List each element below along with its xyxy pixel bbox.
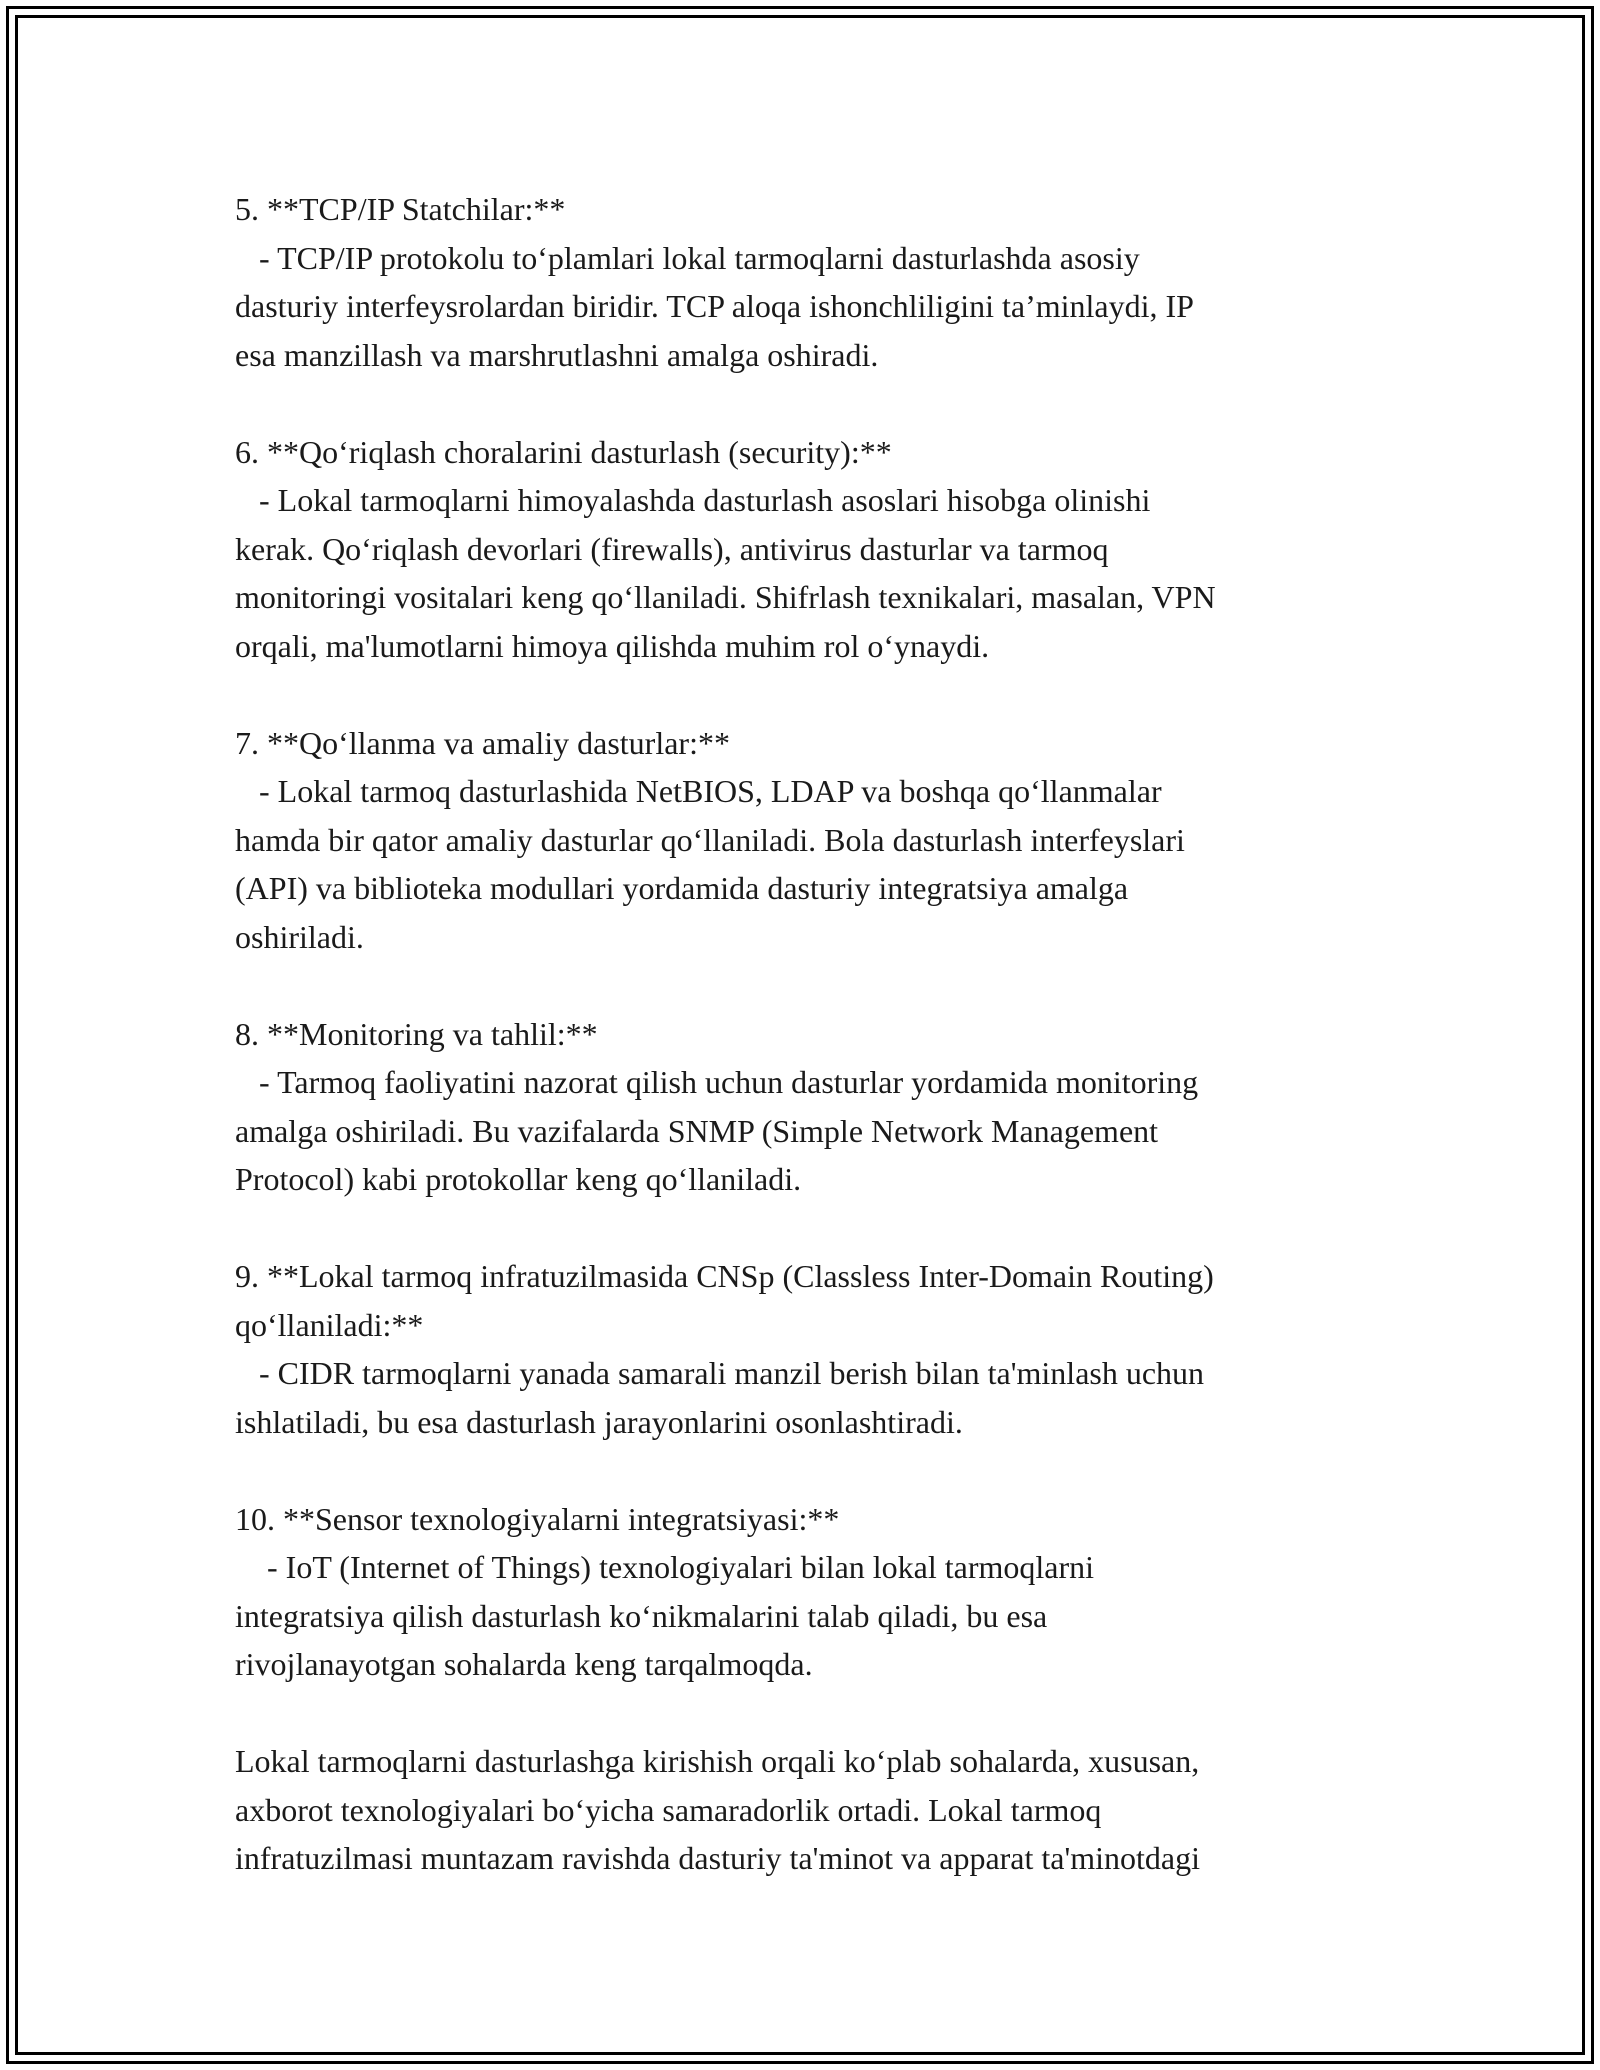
section-9 xyxy=(235,1252,1395,1446)
paragraph-line: ishlatiladi, bu esa dasturlash jarayonlarini osonlashtiradi. xyxy=(235,1403,963,1440)
paragraph-line: dasturiy interfeysrolardan biridir. TCP aloqa ishonchliligini ta’minlaydi, IP xyxy=(235,288,1194,324)
paragraph-line: monitoringi vositalari keng qo‘llaniladi. Shifrlash texnikalari, masalan, VPN xyxy=(235,579,1216,615)
section-8 xyxy=(235,1010,1395,1204)
paragraph-line: Protocol) kabi protokollar keng qo‘llaniladi. xyxy=(235,1161,802,1197)
paragraph-line: (API) va biblioteka modullari yordamida dasturiy integratsiya amalga xyxy=(235,870,1129,906)
paragraph-line: - Lokal tarmoq dasturlashida NetBIOS, LDAP va boshqa qo‘llanmalar xyxy=(235,773,1162,809)
paragraph-line: hamda bir qator amaliy dasturlar qo‘llaniladi. Bola dasturlash interfeyslari xyxy=(235,821,1185,858)
paragraph-line: oshiriladi. xyxy=(235,918,364,955)
paragraph-line: - CIDR tarmoqlarni yanada samarali manzil berish bilan ta'minlash uchun xyxy=(235,1355,1205,1391)
paragraph-line: - Lokal tarmoqlarni himoyalashda dasturlash asoslari hisobga olinishi xyxy=(235,482,1151,518)
conclusion-paragraph xyxy=(235,1737,1395,1883)
paragraph-line: kerak. Qo‘riqlash devorlari (firewalls), antivirus dasturlar va tarmoq xyxy=(235,530,1109,567)
section-10 xyxy=(235,1495,1395,1689)
paragraph-line: amalga oshiriladi. Bu vazifalarda SNMP (Simple Network Management xyxy=(235,1112,1159,1149)
paragraph-line: esa manzillash va marshrutlashni amalga oshiradi. xyxy=(235,336,879,373)
section-7 xyxy=(235,719,1395,962)
paragraph-line: orqali, ma'lumotlarni himoya qilishda muhim rol o‘ynaydi. xyxy=(235,627,990,664)
section-5 xyxy=(235,185,1395,379)
section-heading: 8. **Monitoring va tahlil:** xyxy=(235,1015,598,1052)
paragraph-line: infratuzilmasi muntazam ravishda dasturiy ta'minot va apparat ta'minotdagi xyxy=(235,1840,1201,1876)
paragraph-line: qo‘llaniladi:** xyxy=(235,1306,424,1343)
paragraph-line: axborot texnologiyalari bo‘yicha samaradorlik ortadi. Lokal tarmoq xyxy=(235,1791,1102,1828)
section-heading: 9. **Lokal tarmoq infratuzilmasida CNSp (Classless Inter-Domain Routing) xyxy=(235,1258,1214,1294)
paragraph-line: integratsiya qilish dasturlash ko‘nikmalarini talab qiladi, bu esa xyxy=(235,1597,1048,1634)
section-heading: 6. **Qo‘riqlash choralarini dasturlash (security):** xyxy=(235,433,892,470)
paragraph-line: Lokal tarmoqlarni dasturlashga kirishish orqali ko‘plab sohalarda, xususan, xyxy=(235,1743,1200,1779)
paragraph-line: rivojlanayotgan sohalarda keng tarqalmoqda. xyxy=(235,1646,813,1682)
paragraph-line: - IoT (Internet of Things) texnologiyalari bilan lokal tarmoqlarni xyxy=(235,1549,1095,1585)
paragraph-line: - TCP/IP protokolu to‘plamlari lokal tarmoqlarni dasturlashda asosiy xyxy=(235,239,1140,276)
section-heading: 5. **TCP/IP Statchilar:** xyxy=(235,191,566,227)
section-heading: 10. **Sensor texnologiyalarni integratsiyasi:** xyxy=(235,1500,840,1537)
document-body xyxy=(235,185,1395,1931)
paragraph-line: - Tarmoq faoliyatini nazorat qilish uchun dasturlar yordamida monitoring xyxy=(235,1064,1199,1100)
section-6 xyxy=(235,428,1395,671)
section-heading: 7. **Qo‘llanma va amaliy dasturlar:** xyxy=(235,724,730,761)
